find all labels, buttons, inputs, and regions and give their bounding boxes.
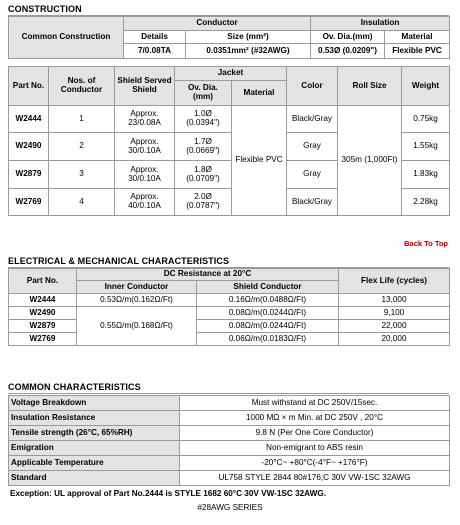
part-no: W2879: [9, 161, 49, 189]
inner-conductor-shared: 0.55Ω/m(0.168Ω/Ft): [77, 307, 197, 346]
part-no-header: Part No.: [9, 67, 49, 106]
nos-conductor: 3: [49, 161, 115, 189]
insulation-header: Insulation: [311, 17, 450, 31]
part-no: W2769: [9, 189, 49, 216]
flex-life: 13,000: [339, 294, 450, 307]
details-header: Details: [124, 31, 186, 44]
color: Gray: [287, 161, 338, 189]
common-title: COMMON CHARACTERISTICS: [8, 382, 141, 392]
table-row: [9, 307, 450, 320]
weight: 1.83kg: [402, 161, 450, 189]
construction-title: CONSTRUCTION: [8, 4, 82, 14]
roll-size: 305m (1,000Ft): [338, 106, 402, 216]
part-no: W2490: [9, 133, 49, 161]
jacket-ovdia: 2.0Ø (0.0787"): [175, 189, 232, 216]
common-label: Voltage Breakdown: [9, 396, 180, 411]
shield-header: Shield Served Shield: [115, 67, 175, 106]
size-header: Size (mm²): [186, 31, 311, 44]
color: Black/Gray: [287, 106, 338, 133]
part-no: W2444: [9, 106, 49, 133]
part-no: W2879: [9, 320, 77, 333]
electrical-title: ELECTRICAL & MECHANICAL CHARACTERISTICS: [8, 256, 230, 266]
part-no: W2769: [9, 333, 77, 346]
table-row: [9, 396, 450, 411]
color: Gray: [287, 133, 338, 161]
material-value: Flexible PVC: [385, 44, 450, 59]
common-label: Emigration: [9, 441, 180, 456]
color-header: Color: [287, 67, 338, 106]
common-value: 9.8 N (Per One Core Conductor): [180, 426, 450, 441]
nos-conductor-header: Nos. of Conductor: [49, 67, 115, 106]
color: Black/Gray: [287, 189, 338, 216]
shield-conductor: 0.08Ω/m(0.0244Ω/Ft): [197, 307, 339, 320]
weight: 1.55kg: [402, 133, 450, 161]
flex-life: 9,100: [339, 307, 450, 320]
common-label: Standard: [9, 471, 180, 486]
part-no: W2444: [9, 294, 77, 307]
electrical-table: [8, 268, 450, 346]
table-row: [9, 294, 450, 307]
jacket-material-header: Material: [232, 81, 287, 106]
part-no: W2490: [9, 307, 77, 320]
common-construction-label: Common Construction: [9, 17, 124, 59]
shield-conductor: 0.08Ω/m(0.0244Ω/Ft): [197, 320, 339, 333]
exception-note: Exception: UL approval of Part No.2444 is STYLE 1682 60°C 30V VW-1SC 32AWG.: [10, 489, 327, 498]
common-label: Insulation Resistance: [9, 411, 180, 426]
shield-conductor-header: Shield Conductor: [197, 281, 339, 294]
jacket-ovdia-header: Ov. Dia. (mm): [175, 81, 232, 106]
size-value: 0.0351mm² (#32AWG): [186, 44, 311, 59]
weight: 2.28kg: [402, 189, 450, 216]
common-label: Tensile strength (26°C, 65%RH): [9, 426, 180, 441]
nos-conductor: 4: [49, 189, 115, 216]
flex-life: 22,000: [339, 320, 450, 333]
shield: Approx. 40/0.10A: [115, 189, 175, 216]
shield: Approx. 23/0.08A: [115, 106, 175, 133]
nos-conductor: 1: [49, 106, 115, 133]
common-value: UL758 STYLE 2844 80#176;C 30V VW-1SC 32AWG: [180, 471, 450, 486]
shield-conductor: 0.16Ω/m(0.0488Ω/Ft): [197, 294, 339, 307]
common-rule: [8, 393, 449, 394]
shield-conductor: 0.06Ω/m(0.0183Ω/Ft): [197, 333, 339, 346]
parts-table: [8, 66, 450, 216]
shield: Approx. 30/0.10A: [115, 161, 175, 189]
roll-size-header: Roll Size: [338, 67, 402, 106]
table-row: [9, 411, 450, 426]
table-row: [9, 471, 450, 486]
conductor-header: Conductor: [124, 17, 311, 31]
table-row: [9, 106, 450, 133]
jacket-material: Flexible PVC: [232, 106, 287, 216]
details-value: 7/0.08TA: [124, 44, 186, 59]
flex-life: 20,000: [339, 333, 450, 346]
ovdia-header: Ov. Dia.(mm): [311, 31, 385, 44]
common-value: Must withstand at DC 250V/15sec.: [180, 396, 450, 411]
nos-conductor: 2: [49, 133, 115, 161]
inner-conductor-header: Inner Conductor: [77, 281, 197, 294]
common-value: 1000 MΩ × m Min. at DC 250V , 20°C: [180, 411, 450, 426]
common-construction-table: [8, 16, 450, 59]
shield: Approx. 30/0.10A: [115, 133, 175, 161]
jacket-ovdia: 1.7Ø (0.0669"): [175, 133, 232, 161]
material-header: Material: [385, 31, 450, 44]
jacket-header: Jacket: [175, 67, 287, 81]
table-row: [9, 456, 450, 471]
weight: 0.75kg: [402, 106, 450, 133]
flex-life-header: Flex Life (cycles): [339, 269, 450, 294]
weight-header: Weight: [402, 67, 450, 106]
jacket-ovdia: 1.0Ø (0.0394"): [175, 106, 232, 133]
series-label: #28AWG SERIES: [197, 503, 263, 512]
common-table: [8, 395, 450, 486]
dc-resistance-header: DC Resistance at 20°C: [77, 269, 339, 281]
table-row: [9, 333, 450, 346]
common-value: Non-emigrant to ABS resin: [180, 441, 450, 456]
common-value: -20°C~ +80°C(-4°F~ +176°F): [180, 456, 450, 471]
jacket-ovdia: 1.8Ø (0.0709"): [175, 161, 232, 189]
inner-conductor: 0.53Ω/m(0.162Ω/Ft): [77, 294, 197, 307]
e-part-no-header: Part No.: [9, 269, 77, 294]
table-row: [9, 426, 450, 441]
common-label: Applicable Temperature: [9, 456, 180, 471]
back-to-top-link[interactable]: Back To Top: [404, 239, 448, 248]
table-row: [9, 320, 450, 333]
ovdia-value: 0.53Ø (0.0209"): [311, 44, 385, 59]
table-row: [9, 441, 450, 456]
